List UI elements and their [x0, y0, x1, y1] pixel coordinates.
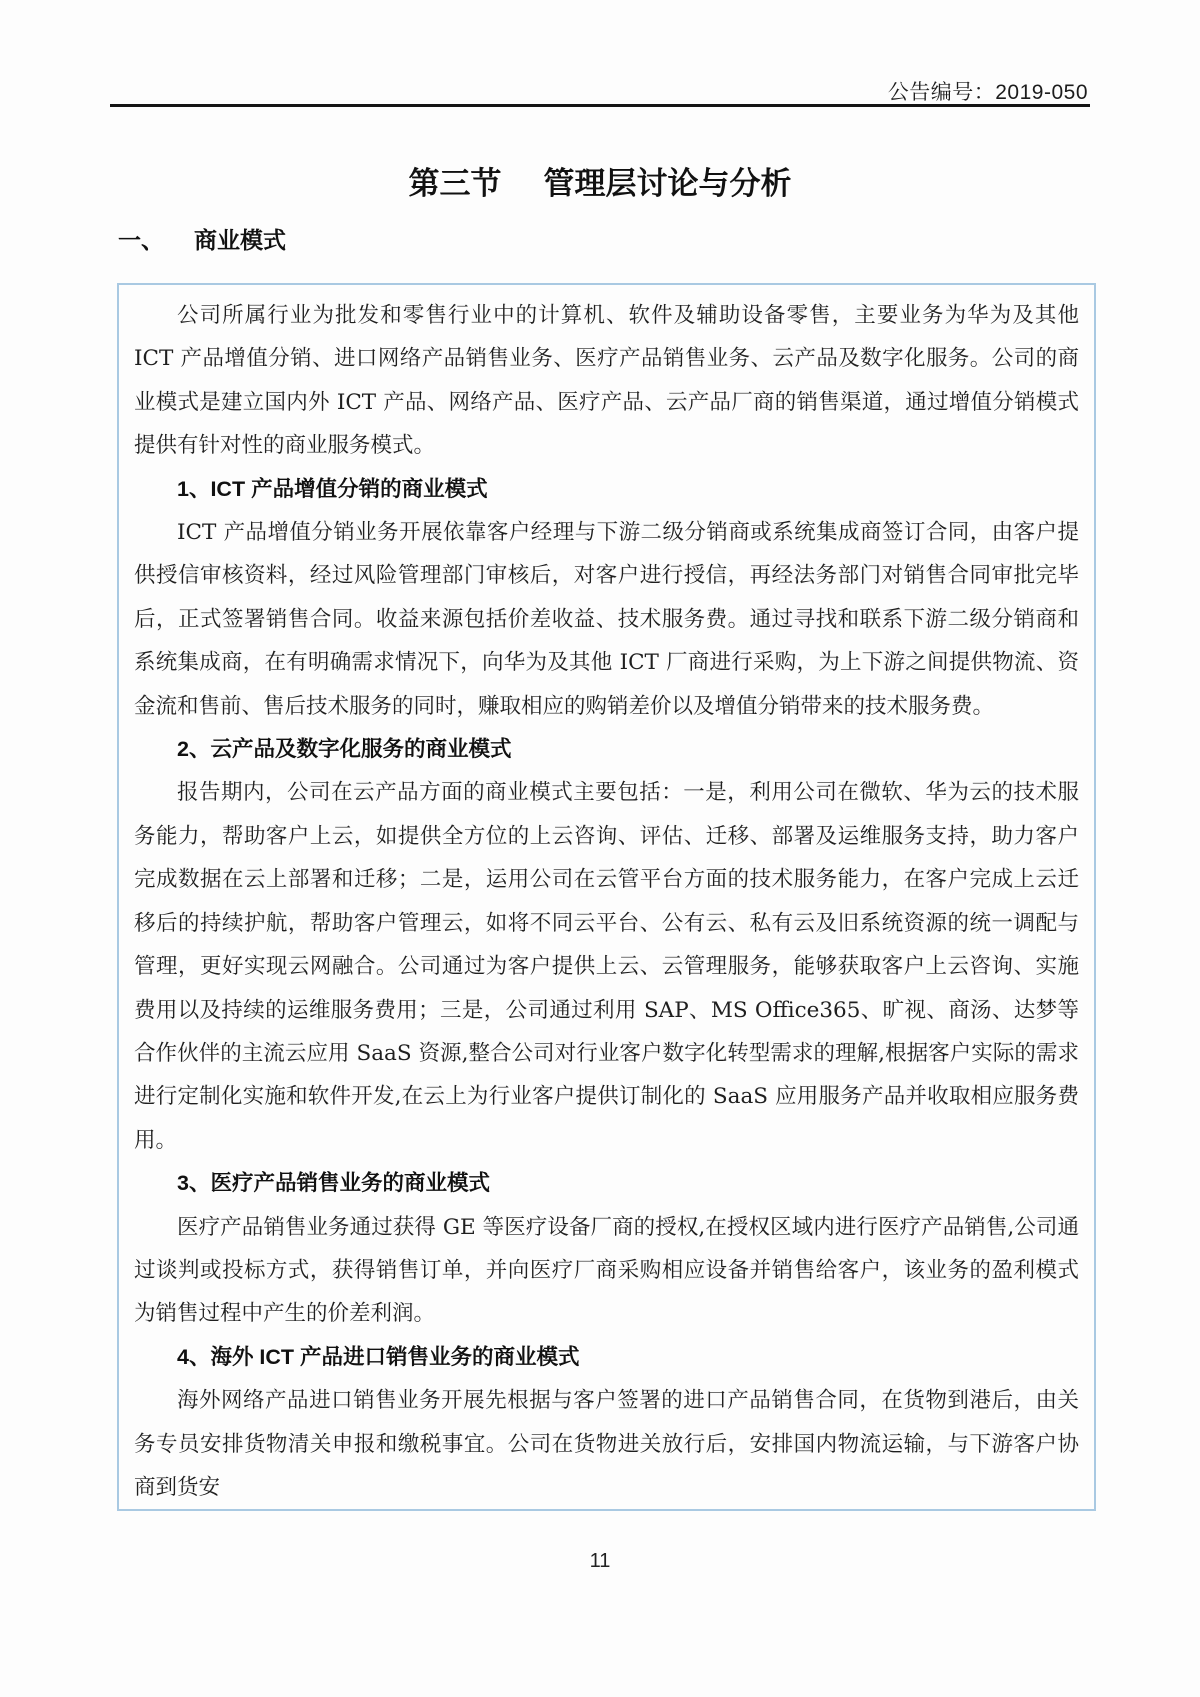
- subheading-cloud-services: 2、云产品及数字化服务的商业模式: [177, 737, 512, 762]
- section-name: 商业模式: [194, 227, 286, 253]
- paragraph-overseas-ict-import: 海外网络产品进口销售业务开展先根据与客户签署的进口产品销售合同，在货物到港后，由关务专员安排货物清关申报和缴税事宜。公司在货物进关放行后，安排国内物流运输，与下游客户协商到货安: [134, 1388, 1079, 1500]
- page-title-name: 管理层讨论与分析: [543, 166, 792, 201]
- announcement-number: 公告编号：2019-050: [887, 81, 1088, 104]
- page-number: 11: [589, 1550, 611, 1572]
- paragraph-business-model-overview: 公司所属行业为批发和零售行业中的计算机、软件及辅助设备零售，主要业务为华为及其他 ICT 产品增值分销、进口网络产品销售业务、医疗产品销售业务、云产品及数字化服务。公司的商业模式是建立国内外 ICT 产品、网络产品、医疗产品、云产品厂商的销售渠道，通过增值分销模式提供有针对性的商业服务模式。: [134, 303, 1079, 459]
- subheading-medical-products: 3、医疗产品销售业务的商业模式: [177, 1171, 490, 1196]
- section-index: 一、: [118, 227, 164, 253]
- page-title-chapter: 第三节: [408, 166, 502, 201]
- paragraph-cloud-services: 报告期内，公司在云产品方面的商业模式主要包括：一是，利用公司在微软、华为云的技术服务能力，帮助客户上云，如提供全方位的上云咨询、评估、迁移、部署及运维服务支持，助力客户完成数据在云上部署和迁移；二是，运用公司在云管平台方面的技术服务能力，在客户完成上云迁移后的持续护航，帮助客户管理云，如将不同云平台、公有云、私有云及旧系统资源的统一调配与管理，更好实现云网融合。公司通过为客户提供上云、云管理服务，能够获取客户上云咨询、实施费用以及持续的运维服务费用；三是，公司通过利用 SAP、MS Office365、旷视、商汤、达梦等合作伙伴的主流云应用 SaaS 资源,整合公司对行业客户数字化转型需求的理解,根据客户实际的需求进行定制化实施和软件开发,在云上为行业客户提供订制化的 SaaS 应用服务产品并收取相应服务费用。: [134, 780, 1079, 1153]
- subheading-overseas-ict-import: 4、海外 ICT 产品进口销售业务的商业模式: [177, 1344, 580, 1369]
- paragraph-ict-distribution: ICT 产品增值分销业务开展依靠客户经理与下游二级分销商或系统集成商签订合同，由客户提供授信审核资料，经过风险管理部门审核后，对客户进行授信，再经法务部门对销售合同审批完毕后，正式签署销售合同。收益来源包括价差收益、技术服务费。通过寻找和联系下游二级分销商和系统集成商，在有明确需求情况下，向华为及其他 ICT 厂商进行采购，为上下游之间提供物流、资金流和售前、售后技术服务的同时，赚取相应的购销差价以及增值分销带来的技术服务费。: [134, 520, 1079, 719]
- header-rule: [110, 104, 1090, 107]
- section-heading: [118, 222, 286, 255]
- paragraph-medical-products: 医疗产品销售业务通过获得 GE 等医疗设备厂商的授权,在授权区域内进行医疗产品销售,公司通过谈判或投标方式，获得销售订单，并向医疗厂商采购相应设备并销售给客户，该业务的盈利模式为销售过程中产生的价差利润。: [134, 1214, 1079, 1327]
- subheading-ict-distribution: 1、ICT 产品增值分销的商业模式: [177, 476, 488, 501]
- content-box: [117, 283, 1096, 1511]
- page-title: [0, 158, 1200, 203]
